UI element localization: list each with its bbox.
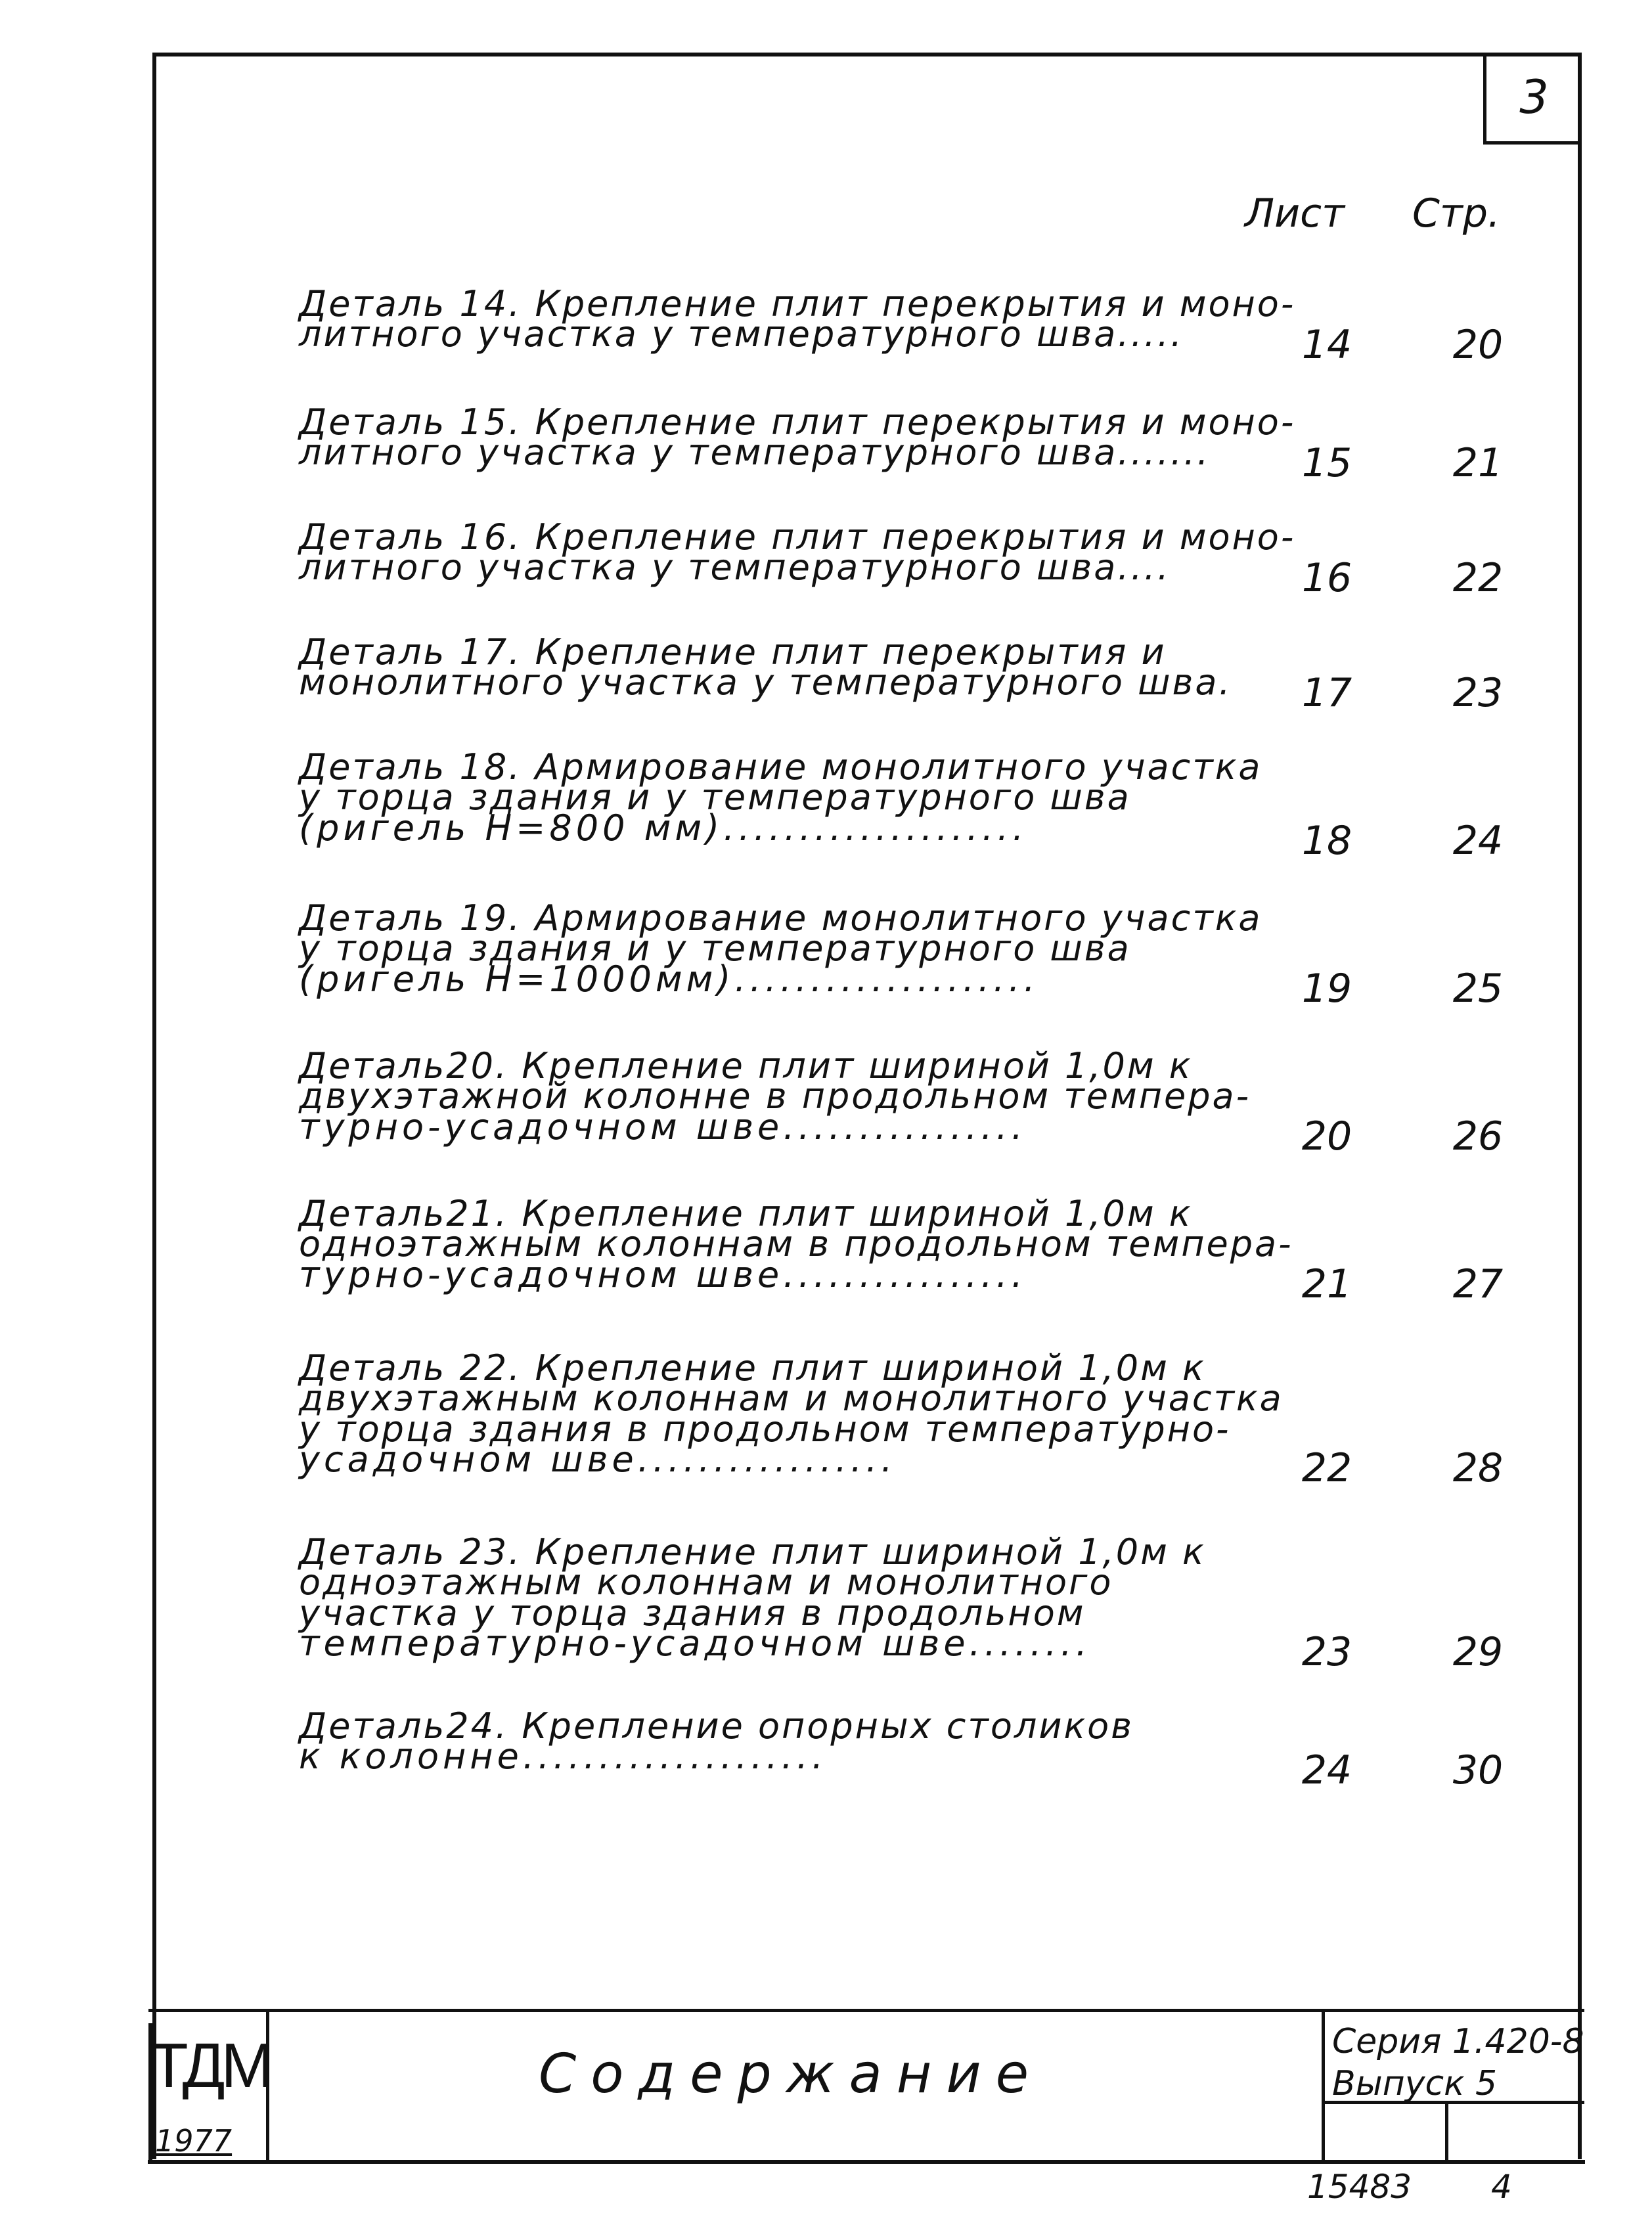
- issue-label: Выпуск 5: [1332, 2064, 1498, 2103]
- page-number-box: [1483, 53, 1582, 145]
- toc-entry-line: турно-усадочном шве................: [299, 1253, 1027, 1295]
- toc-sheet-number: 16: [1301, 555, 1352, 601]
- column-header-page: Стр.: [1412, 191, 1501, 236]
- toc-entry-line: у торца здания в продольном температурно-: [299, 1408, 1231, 1450]
- toc-entry-line: (ригель Н=1000мм)....................: [299, 958, 1039, 1000]
- series-label: Серия 1.420-8: [1332, 2022, 1584, 2061]
- toc-entry-line: усадочном шве.................: [299, 1439, 897, 1481]
- toc-entry-line: к колонне....................: [299, 1736, 828, 1778]
- toc-page-number: 24: [1452, 818, 1504, 864]
- toc-entry-line: двухэтажной колонне в продольном темпера-: [299, 1075, 1251, 1117]
- toc-sheet-number: 22: [1301, 1445, 1352, 1491]
- toc-sheet-number: 20: [1301, 1113, 1352, 1159]
- toc-sheet-number: 24: [1301, 1747, 1352, 1793]
- toc-entry: [299, 1347, 1284, 1481]
- toc-entry-line: (ригель Н=800 мм)....................: [299, 807, 1028, 849]
- toc-page-number: 30: [1452, 1747, 1504, 1793]
- title-block-top-rule: [148, 2009, 1584, 2012]
- toc-entry-line: литного участка у температурного шва.....: [299, 313, 1184, 355]
- toc-page-number: 26: [1452, 1113, 1504, 1159]
- toc-page-number: 22: [1452, 555, 1504, 601]
- toc-sheet-number: 14: [1301, 322, 1352, 368]
- toc-entry-line: Деталь 14. Крепление плит перекрытия и моно-: [299, 283, 1296, 325]
- toc-entry: [299, 283, 1296, 355]
- toc-page-number: 21: [1452, 440, 1504, 486]
- page-number: 3: [1519, 70, 1549, 124]
- toc-page-number: 25: [1452, 966, 1504, 1012]
- toc-entry-line: двухэтажным колоннам и монолитного участка: [299, 1378, 1284, 1420]
- toc-entry-line: у торца здания и у температурного шва: [299, 928, 1131, 970]
- toc-entry-line: одноэтажным колоннам в продольном темпера-: [299, 1223, 1293, 1265]
- title-block-divider: [1322, 2009, 1325, 2161]
- toc-entry-line: Деталь 16. Крепление плит перекрытия и моно-: [299, 516, 1296, 558]
- toc-page-number: 28: [1452, 1445, 1504, 1491]
- toc-sheet-number: 23: [1301, 1629, 1352, 1675]
- toc-entry: [299, 897, 1262, 1000]
- toc-entry-line: Деталь 19. Армирование монолитного участка: [299, 897, 1262, 939]
- column-header-sheet: Лист: [1245, 191, 1345, 236]
- sheet-count: 4: [1491, 2168, 1512, 2206]
- toc-entry: [299, 746, 1262, 849]
- toc-entry-line: Деталь20. Крепление плит шириной 1,0м к: [299, 1045, 1193, 1087]
- toc-entry-line: Деталь24. Крепление опорных столиков: [299, 1705, 1134, 1747]
- year-label: 1977: [155, 2123, 233, 2159]
- toc-entry-line: температурно-усадочном шве........: [299, 1623, 1091, 1665]
- toc-entry-line: литного участка у температурного шва....: [299, 547, 1171, 589]
- toc-sheet-number: 15: [1301, 440, 1352, 486]
- toc-entry-line: литного участка у температурного шва.......: [299, 432, 1211, 474]
- toc-entry: [299, 1193, 1293, 1295]
- tdm-logo: ТДМ: [150, 2030, 270, 2101]
- document-title: Содержание: [539, 2043, 1044, 2105]
- toc-page-number: 20: [1452, 322, 1504, 368]
- toc-entry-line: Деталь 18. Армирование монолитного участка: [299, 746, 1262, 788]
- toc-entry: [299, 1045, 1251, 1148]
- toc-sheet-number: 21: [1301, 1261, 1352, 1307]
- toc-sheet-number: 17: [1301, 670, 1352, 716]
- toc-entry-line: Деталь 23. Крепление плит шириной 1,0м к: [299, 1531, 1206, 1573]
- toc-entry-line: одноэтажным колоннам и монолитного: [299, 1561, 1113, 1603]
- toc-sheet-number: 19: [1301, 966, 1352, 1012]
- toc-sheet-number: 18: [1301, 818, 1352, 864]
- toc-entry-line: монолитного участка у температурного шва.: [299, 661, 1232, 704]
- toc-entry: [299, 1531, 1218, 1665]
- toc-entry-line: Деталь 15. Крепление плит перекрытия и моно-: [299, 401, 1296, 443]
- toc-entry-line: участка у торца здания в продольном: [299, 1592, 1086, 1634]
- toc-entry: [299, 631, 1232, 704]
- toc-entry-line: Деталь 22. Крепление плит шириной 1,0м к: [299, 1347, 1206, 1389]
- toc-entry: [299, 516, 1296, 589]
- toc-page-number: 29: [1452, 1629, 1504, 1675]
- toc-entry-line: у торца здания и у температурного шва: [299, 776, 1131, 818]
- toc-entry-line: Деталь 17. Крепление плит перекрытия и: [299, 631, 1167, 673]
- toc-page-number: 23: [1452, 670, 1504, 716]
- toc-entry-line: турно-усадочном шве................: [299, 1106, 1027, 1148]
- toc-entry-line: Деталь21. Крепление плит шириной 1,0м к: [299, 1193, 1193, 1234]
- toc-entry: [299, 401, 1296, 474]
- inventory-number: 15483: [1307, 2168, 1412, 2206]
- toc-page-number: 27: [1452, 1261, 1504, 1307]
- frame-bottom-rule: [148, 2160, 1585, 2164]
- toc-entry: [299, 1705, 1218, 1778]
- title-block-divider: [1445, 2101, 1448, 2161]
